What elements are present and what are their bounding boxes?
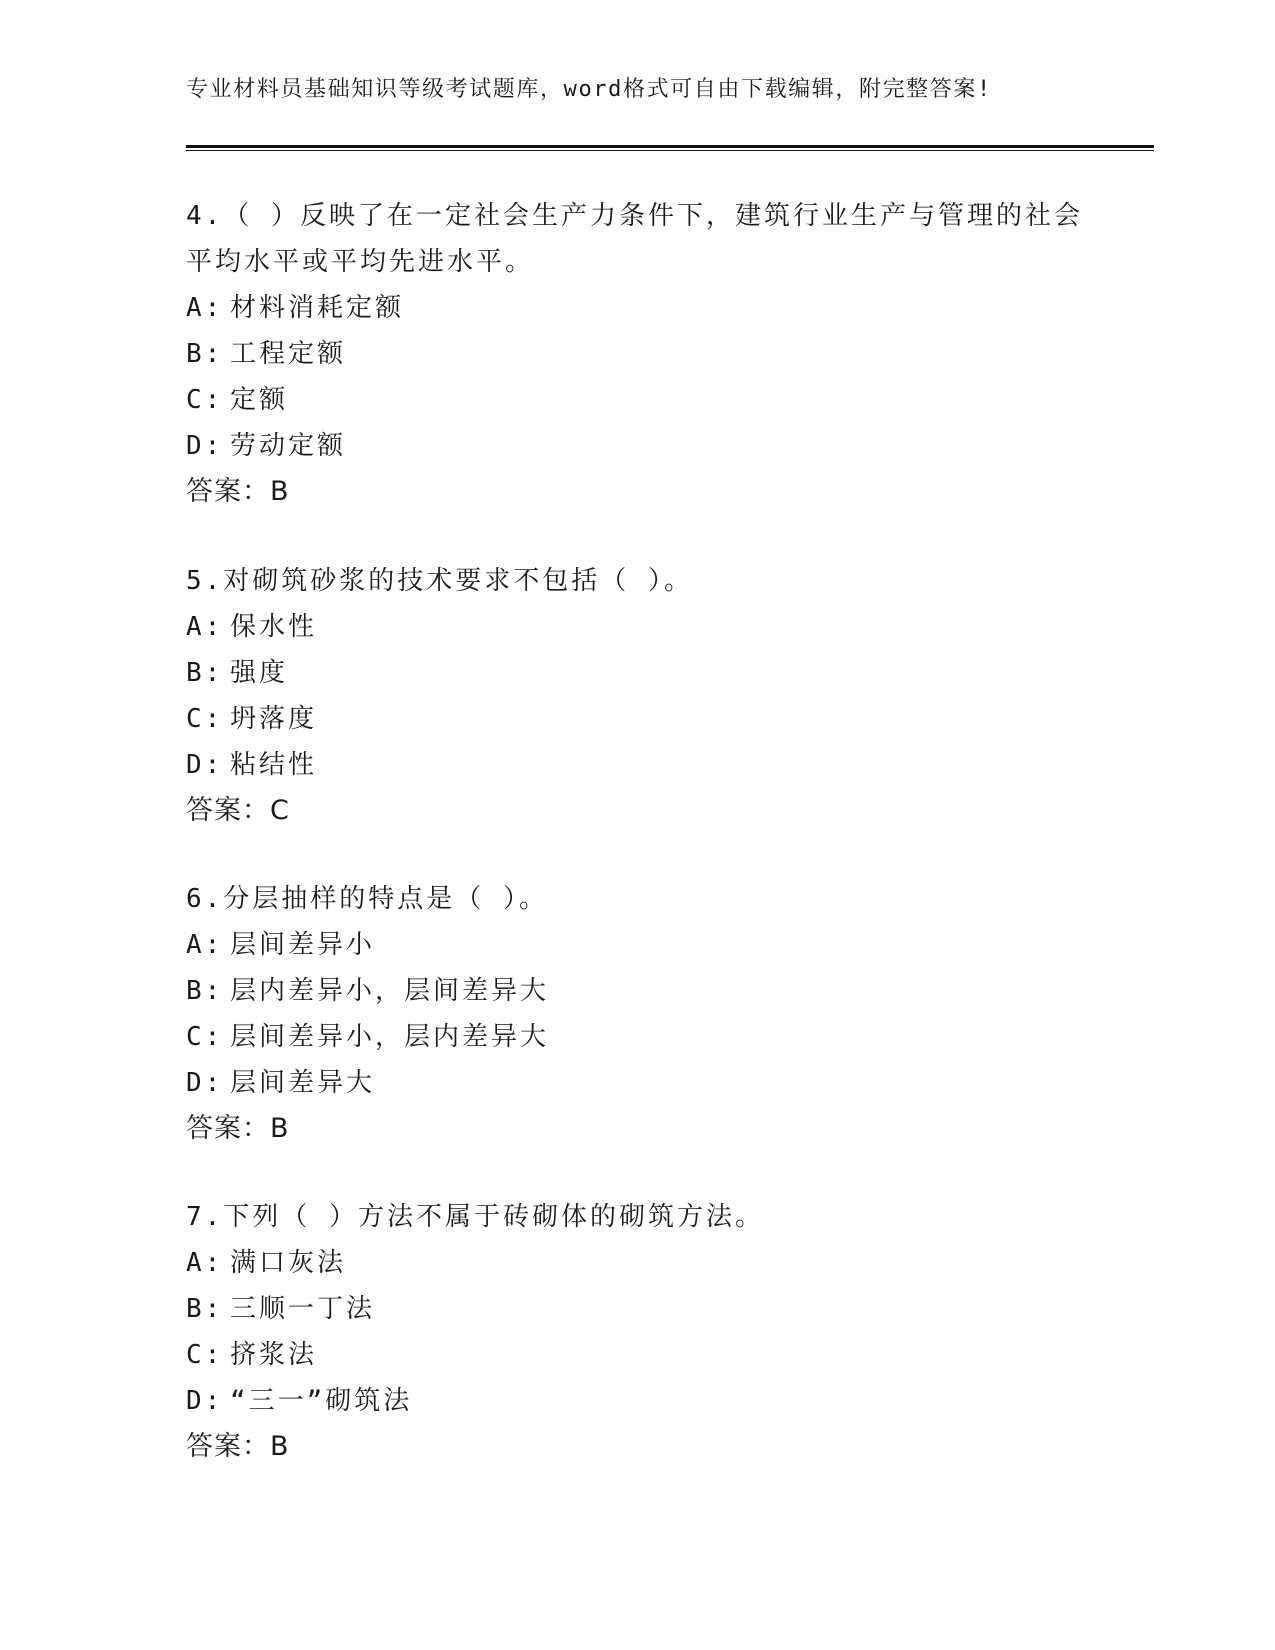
option-key: C: (186, 1022, 224, 1052)
answer-line: 答案：C (186, 795, 290, 826)
option-d (186, 1060, 1086, 1106)
question-4 (186, 193, 1086, 515)
option-b (186, 331, 1086, 377)
option-text: 挤浆法 (230, 1340, 318, 1370)
option-key: A: (186, 930, 224, 960)
option-d (186, 423, 1086, 469)
option-text: 工程定额 (230, 339, 347, 369)
question-5 (186, 558, 1086, 834)
question-6 (186, 876, 1086, 1152)
option-text: 满口灰法 (230, 1248, 347, 1278)
option-a (186, 604, 1086, 650)
option-key: A: (186, 293, 224, 323)
option-c (186, 696, 1086, 742)
option-key: B: (186, 658, 224, 688)
document-header: 专业材料员基础知识等级考试题库，word格式可自由下载编辑，附完整答案! (186, 77, 992, 102)
question-stem: 4.（ ）反映了在一定社会生产力条件下，建筑行业生产与管理的社会平均水平或平均先进水平。 (186, 201, 1083, 277)
option-b (186, 968, 1086, 1014)
option-a (186, 922, 1086, 968)
option-text: 强度 (230, 658, 289, 688)
option-text: 粘结性 (230, 750, 318, 780)
question-stem: 6.分层抽样的特点是（ ）。 (186, 884, 548, 914)
question-stem: 7.下列（ ）方法不属于砖砌体的砌筑方法。 (186, 1202, 764, 1232)
option-key: C: (186, 1340, 224, 1370)
option-text: 三顺一丁法 (230, 1294, 376, 1324)
option-key: C: (186, 385, 224, 415)
option-text: 材料消耗定额 (230, 293, 405, 323)
option-b (186, 1286, 1086, 1332)
header-divider-thick (186, 145, 1154, 148)
option-text: 层间差异小，层内差异大 (230, 1022, 550, 1052)
option-c (186, 1332, 1086, 1378)
option-d (186, 1378, 1086, 1424)
option-c (186, 377, 1086, 423)
option-key: A: (186, 612, 224, 642)
option-text: 劳动定额 (230, 431, 347, 461)
option-key: C: (186, 704, 224, 734)
answer-line: 答案：B (186, 476, 290, 507)
option-key: D: (186, 750, 224, 780)
option-text: 层间差异大 (230, 1068, 376, 1098)
option-key: B: (186, 339, 224, 369)
option-key: A: (186, 1248, 224, 1278)
option-key: D: (186, 1068, 224, 1098)
option-text: 坍落度 (230, 704, 318, 734)
option-a (186, 1240, 1086, 1286)
question-stem: 5.对砌筑砂浆的技术要求不包括（ ）。 (186, 566, 693, 596)
option-c (186, 1014, 1086, 1060)
option-key: B: (186, 976, 224, 1006)
option-a (186, 285, 1086, 331)
option-text: 层间差异小 (230, 930, 376, 960)
option-text: 定额 (230, 385, 289, 415)
option-text: “三一”砌筑法 (230, 1386, 413, 1416)
header-divider-thin (186, 150, 1154, 151)
option-key: B: (186, 1294, 224, 1324)
option-d (186, 742, 1086, 788)
question-7 (186, 1194, 1086, 1470)
answer-line: 答案：B (186, 1113, 290, 1144)
option-text: 保水性 (230, 612, 318, 642)
option-key: D: (186, 431, 224, 461)
answer-line: 答案：B (186, 1431, 290, 1462)
option-key: D: (186, 1386, 224, 1416)
option-text: 层内差异小，层间差异大 (230, 976, 550, 1006)
option-b (186, 650, 1086, 696)
